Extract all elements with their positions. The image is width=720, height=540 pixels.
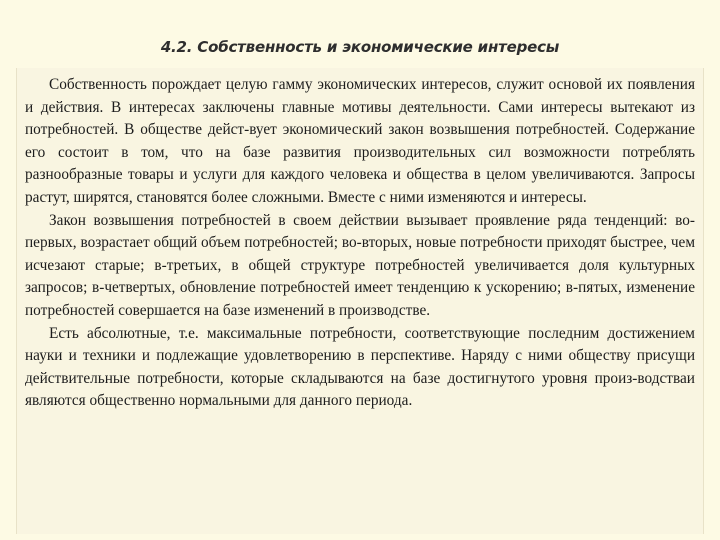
slide-title: 4.2. Собственность и экономические интересы (160, 38, 560, 56)
text-box (16, 68, 704, 534)
paragraph-2: Закон возвышения потребностей в своем действии вызывает проявление ряда тенденций: во-первых, возрастает общий объем потребностей; во-вторых, новые потребности приходят быстрее, чем исчезают старые; в-третьих, в общей структуре потребностей увеличивается доля культурных запросов; в-четвертых, обновление потребностей имеет тенденцию к ускорению; в-пятых, изменение потребностей совершается на базе изменений в производстве. (25, 211, 695, 319)
paragraph-3: Есть абсолютные, т.е. максимальные потребности, соответствующие последним достижением науки и техники и подлежащие удовлетворению в перспективе. Наряду с ними обществу присущи действительные потребности, которые складываются на базе достигнутого уровня произ-водстваи являются общественно нормальными для данного периода. (25, 324, 695, 410)
paragraph-1: Собственность порождает целую гамму экономических интересов, служит основой их появления и действия. В интересах заключены главные мотивы деятельности. Сами интересы вытекают из потребностей. В обществе дейст-вует экономический закон возвышения потребностей. Содержание его состоит в том, что на базе развития производительных сил возможности потреблять разнообразные товары и услуги для каждого человека и общества в целом увеличиваются. Запросы растут, ширятся, становятся более сложными. Вместе с ними изменяются и интересы. (25, 76, 695, 206)
